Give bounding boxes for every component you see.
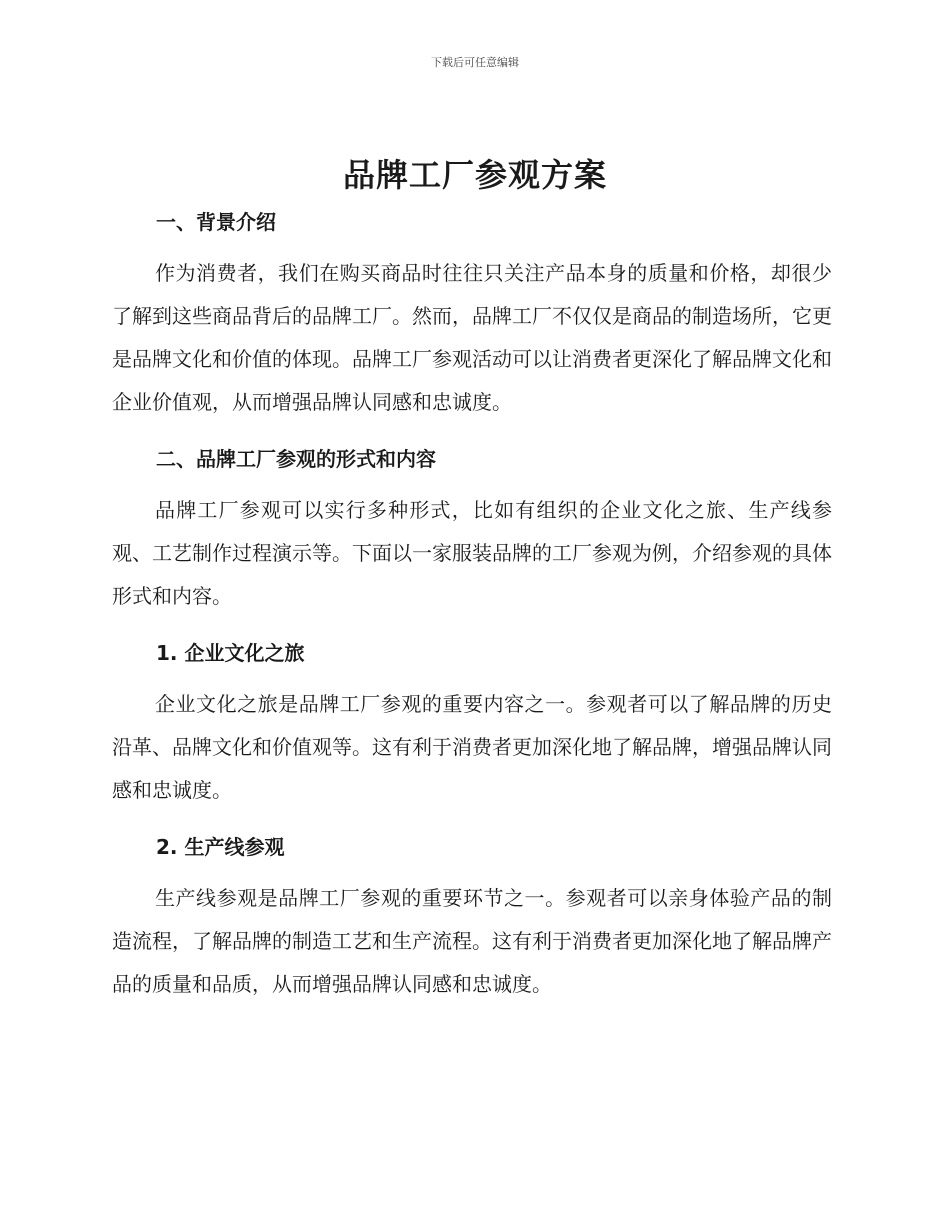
section-heading-forms-content: 二、品牌工厂参观的形式和内容: [156, 447, 436, 471]
section-heading-culture-tour: 1. 企业文化之旅: [156, 641, 305, 665]
document-title: 品牌工厂参观方案: [342, 156, 607, 194]
section-paragraph-culture-tour: 企业文化之旅是品牌工厂参观的重要内容之一。参观者可以了解品牌的历史沿革、品牌文化和价值观等。这有利于消费者更加深化地了解品牌，增强品牌认同感和忠诚度。: [112, 692, 832, 802]
header-note: 下载后可任意编辑: [431, 56, 519, 69]
section-paragraph-production-line: 生产线参观是品牌工厂参观的重要环节之一。参观者可以亲身体验产品的制造流程，了解品牌的制造工艺和生产流程。这有利于消费者更加深化地了解品牌产品的质量和品质，从而增强品牌认同感和忠诚度。: [112, 886, 832, 996]
section-paragraph-background: 作为消费者，我们在购买商品时往往只关注产品本身的质量和价格，却很少了解到这些商品背后的品牌工厂。然而，品牌工厂不仅仅是商品的制造场所，它更是品牌文化和价值的体现。品牌工厂参观活动可以让消费者更深化了解品牌文化和企业价值观，从而增强品牌认同感和忠诚度。: [112, 261, 832, 414]
section-paragraph-forms-content: 品牌工厂参观可以实行多种形式，比如有组织的企业文化之旅、生产线参观、工艺制作过程演示等。下面以一家服装品牌的工厂参观为例，介绍参观的具体形式和内容。: [112, 498, 832, 608]
section-heading-production-line: 2. 生产线参观: [156, 835, 285, 859]
section-heading-background: 一、背景介绍: [156, 210, 276, 234]
